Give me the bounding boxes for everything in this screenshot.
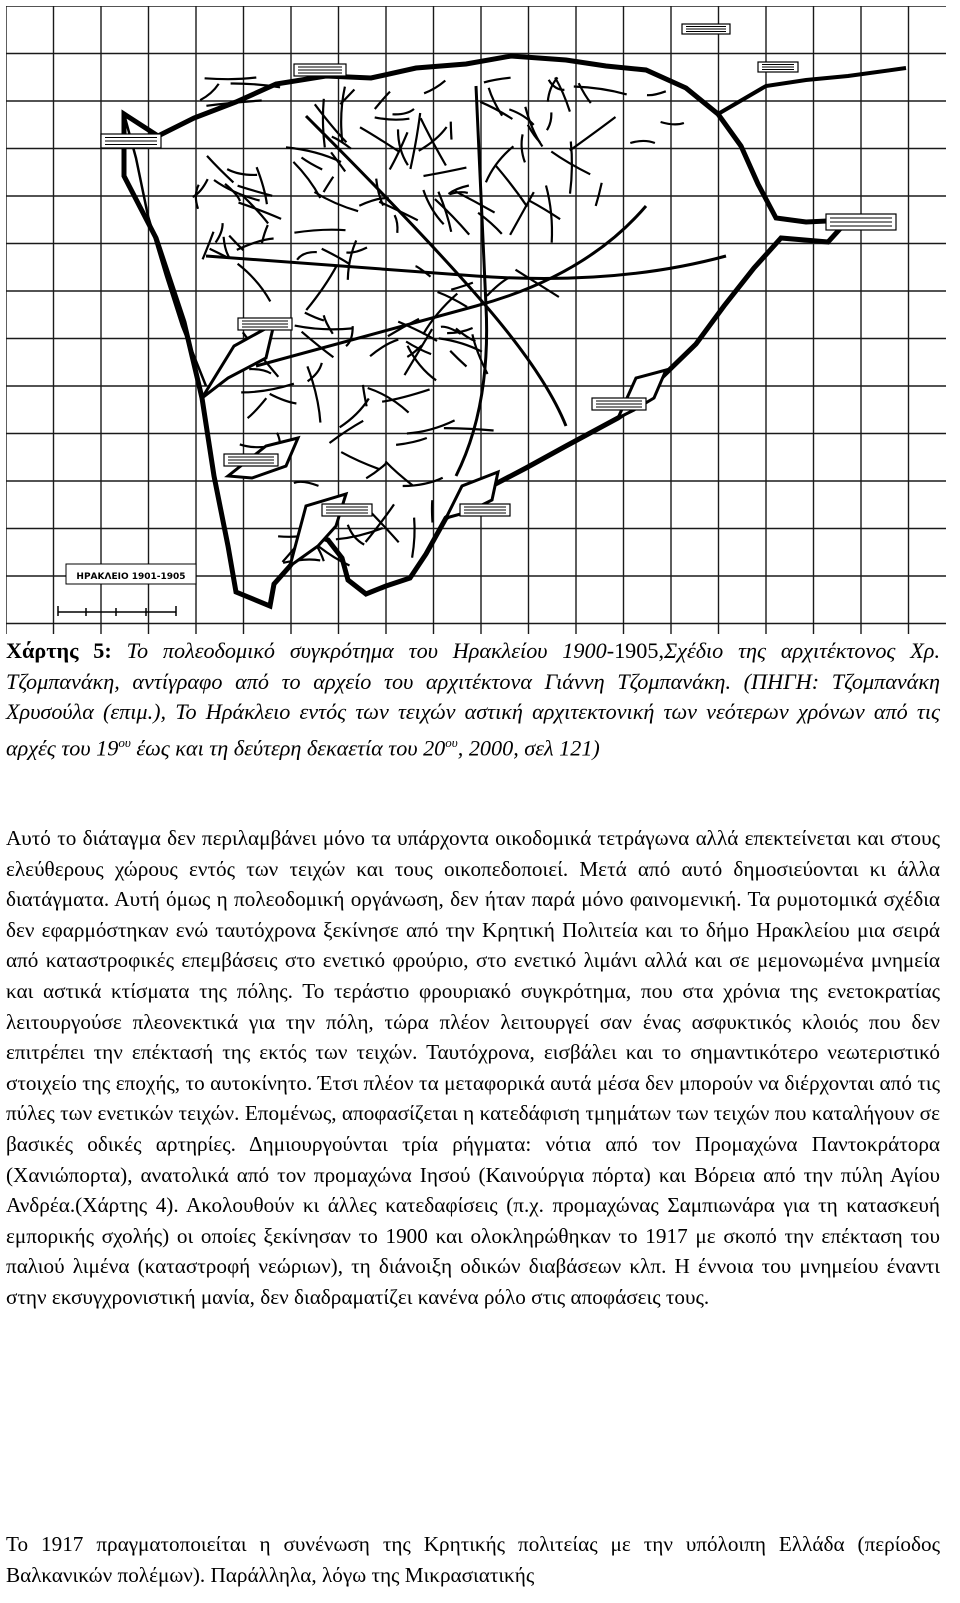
caption-text-d: έως και τη δεύτερη δεκαετία του 20 (130, 734, 446, 760)
caption-text-a: Το πολεοδομικό συγκρότημα του Ηρακλείου 1900 (111, 638, 607, 663)
caption-sup-1: ου (118, 734, 131, 750)
caption-text-c: Σχέδιο της αρχιτέκτονος Χρ. Τζομπανάκη, αντίγραφο από το αρχείο του αρχιτέκτονα Γιάννη Τζομπανάκη. (ΠΗΓΗ: Τζομπανάκη Χρυσούλα (επιμ.), Το Ηράκλειο εντός των τειχών αστική αρχιτεκτονική των νεότερων χρόνων από τις αρχές του 19 (6, 638, 941, 760)
paragraph-text: Το 1917 πραγματοποιείται η συνένωση της Κρητικής πολιτείας με την υπόλοιπη Ελλάδα (περίοδος Βαλκανικών πολέμων). Παράλληλα, λόγω της Μικρασιατικής (6, 1532, 940, 1587)
paragraph-text: Αυτό το διάταγμα δεν περιλαμβάνει μόνο τα υπάρχοντα οικοδομικά τετράγωνα αλλά επεκτείνεται και στους ελεύθερους χώρους εντός των τειχών και τους οικοπεδοποιεί. Μετά από αυτό δημοσιεύονται κι άλλα διατάγματα. Αυτή όμως η πολεοδομική οργάνωση, δεν ήταν παρά μόνο φαινομενική. Τα ρυμοτομικά σχέδια δεν εφαρμόστηκαν ενώ ταυτόχρονα ξεκίνησε από την Κρητική Πολιτεία και το δήμο Ηρακλείου μια σειρά από καταστροφικές επεμβάσεις στο ενετικό φρούριο, στο ενετικό λιμάνι αλλά και σε μεμονωμένα μνημεία και αστικά κτίσματα της πόλης. Το τεράστιο φρουριακό συγκρότημα, που στα χρόνια της ενετοκρατίας λειτουργούσε πλεονεκτικά για την πόλη, τώρα πλέον λειτουργεί σαν ένας ασφυκτικός κλοιός που δεν επιτρέπει την επέκτασή της εκτός των τειχών. Ταυτόχρονα, εισβάλει και το σημαντικότερο νεωτεριστικό στοιχείο της εποχής, το αυτοκίνητο. Έτσι πλέον τα μεταφορικά αυτά μέσα δεν μπορούν να διέρχονται από τις πύλες των ενετικών τειχών. Επομένως, αποφασίζεται η κατεδάφιση τμημάτων των τειχών που καταλήγουν σε βασικές οδικές αρτηρίες. Δημιουργούνται τρία ρήγματα: νότια από τον Προμαχώνα Παντοκράτορα (Χανιώπορτα), ανατολικά από τον προμαχώνα Ιησού (Καινούργια πόρτα) και Βόρεια από την πύλη Αγίου Ανδρέα.(Χάρτης 4). Ακολουθούν κι άλλες κατεδαφίσεις (π.χ. προμαχώνας Σαμπιωνάρα για τη κατασκευή εμπορικής σχολής) οι οποίες ξεκίνησαν το 1900 και ολοκληρώθηκαν το 1917 με σκοπό την επέκταση του παλιού λιμένα (καταστροφή νεώριων), τη διάνοιξη οδικών διαβάσεων κλπ. Η έννοια του μνημείου έναντι στην εκσυγχρονιστική μανία, δεν διαδραματίζει κανένα ρόλο στις αποφάσεις τους. (6, 826, 940, 1309)
body-paragraph-2 (6, 1529, 940, 1590)
body-paragraph-1 (6, 823, 940, 1313)
street-segment (451, 122, 452, 140)
caption-text-e: , 2000, σελ 121) (457, 734, 600, 760)
caption-label: Χάρτης 5: (6, 638, 112, 663)
street-segment (432, 500, 433, 522)
caption-sup-2: ου (445, 734, 458, 750)
caption-text-b: -1905, (606, 638, 664, 663)
map-caption (6, 636, 940, 763)
map-figure (6, 6, 946, 634)
historic-city-map (6, 6, 946, 634)
map-title-stamp: ΗΡΑΚΛΕΙΟ 1901-1905 (76, 572, 186, 582)
